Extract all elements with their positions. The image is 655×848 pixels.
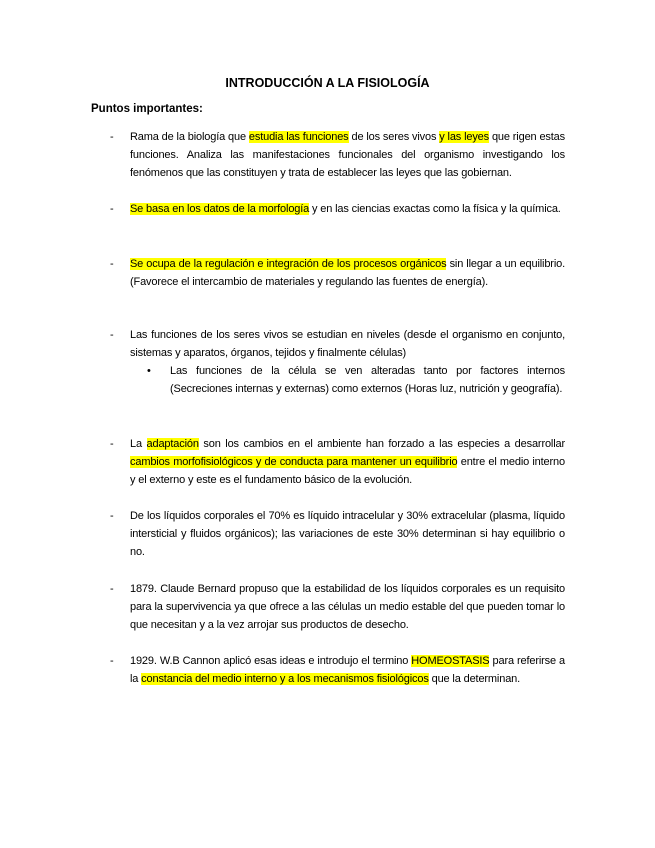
list-item-text: 1879. Claude Bernard propuso que la estabilidad de los líquidos corporales es un requisito para la supervivencia ya que ofrece a las células un medio estable del que pueden tomar lo que necesitan y a la vez arrojar sus productos de desecho. bbox=[130, 583, 565, 631]
list-item bbox=[91, 652, 565, 688]
list-dash: - bbox=[110, 203, 114, 215]
list-item-text: Se basa en los datos de la morfología y en las ciencias exactas como la física y la química. bbox=[130, 203, 561, 215]
bullet-icon: • bbox=[147, 365, 151, 377]
list-dash: - bbox=[110, 258, 114, 270]
list-dash: - bbox=[110, 655, 114, 667]
list-item bbox=[91, 128, 565, 182]
highlighted-text: cambios morfofisiológicos y de conducta para mantener un equilibrio bbox=[130, 456, 458, 468]
list-item bbox=[91, 435, 565, 489]
section-heading: Puntos importantes: bbox=[91, 103, 203, 115]
list-item bbox=[91, 580, 565, 634]
highlighted-text: adaptación bbox=[146, 438, 199, 450]
list-item-text: Rama de la biología que estudia las funciones de los seres vivos y las leyes que rigen estas funciones. Analiza las manifestaciones funcionales del organismo investigando los fenómenos que las constituyen y trata de establecer las leyes que las gobiernan. bbox=[130, 131, 565, 179]
sub-list-item-text: Las funciones de la célula se ven alteradas tanto por factores internos (Secreciones internas y externas) como externos (Horas luz, nutrición y geografía). bbox=[170, 365, 565, 395]
document-title: INTRODUCCIÓN A LA FISIOLOGÍA bbox=[225, 76, 430, 90]
list-dash: - bbox=[110, 510, 114, 522]
highlighted-text: y las leyes bbox=[439, 131, 490, 143]
list-item bbox=[91, 200, 565, 218]
highlighted-text: HOMEOSTASIS bbox=[411, 655, 490, 667]
sub-list-item bbox=[130, 362, 565, 398]
highlighted-text: constancia del medio interno y a los mecanismos fisiológicos bbox=[141, 673, 429, 685]
list-dash: - bbox=[110, 131, 114, 143]
list-dash: - bbox=[110, 329, 114, 341]
list-item-text: La adaptación son los cambios en el ambiente han forzado a las especies a desarrollar cambios morfofisiológicos y de conducta para mantener un equilibrio entre el medio interno y el externo y este es el fundamento básico de la evolución. bbox=[130, 438, 565, 486]
list-item-text: Las funciones de los seres vivos se estudian en niveles (desde el organismo en conjunto, sistemas y aparatos, órganos, tejidos y finalmente células) bbox=[130, 329, 565, 359]
highlighted-text: Se ocupa de la regulación e integración de los procesos orgánicos bbox=[130, 258, 447, 270]
list-dash: - bbox=[110, 583, 114, 595]
highlighted-text: estudia las funciones bbox=[248, 131, 349, 143]
list-item-text: Se ocupa de la regulación e integración de los procesos orgánicos sin llegar a un equilibrio. (Favorece el intercambio de materiales y regulando las fuentes de energía). bbox=[130, 258, 565, 288]
list-dash: - bbox=[110, 438, 114, 450]
highlighted-text: Se basa en los datos de la morfología bbox=[130, 203, 310, 215]
list-item bbox=[91, 255, 565, 291]
list-item-text: De los líquidos corporales el 70% es líquido intracelular y 30% extracelular (plasma, líquido intersticial y fluidos orgánicos); las variaciones de este 30% determinan si hay equilibrio o no. bbox=[130, 510, 565, 558]
list-item-text: 1929. W.B Cannon aplicó esas ideas e introdujo el termino HOMEOSTASIS para referirse a la constancia del medio interno y a los mecanismos fisiológicos que la determinan. bbox=[130, 655, 565, 685]
list-item bbox=[91, 326, 565, 398]
list-item bbox=[91, 507, 565, 561]
